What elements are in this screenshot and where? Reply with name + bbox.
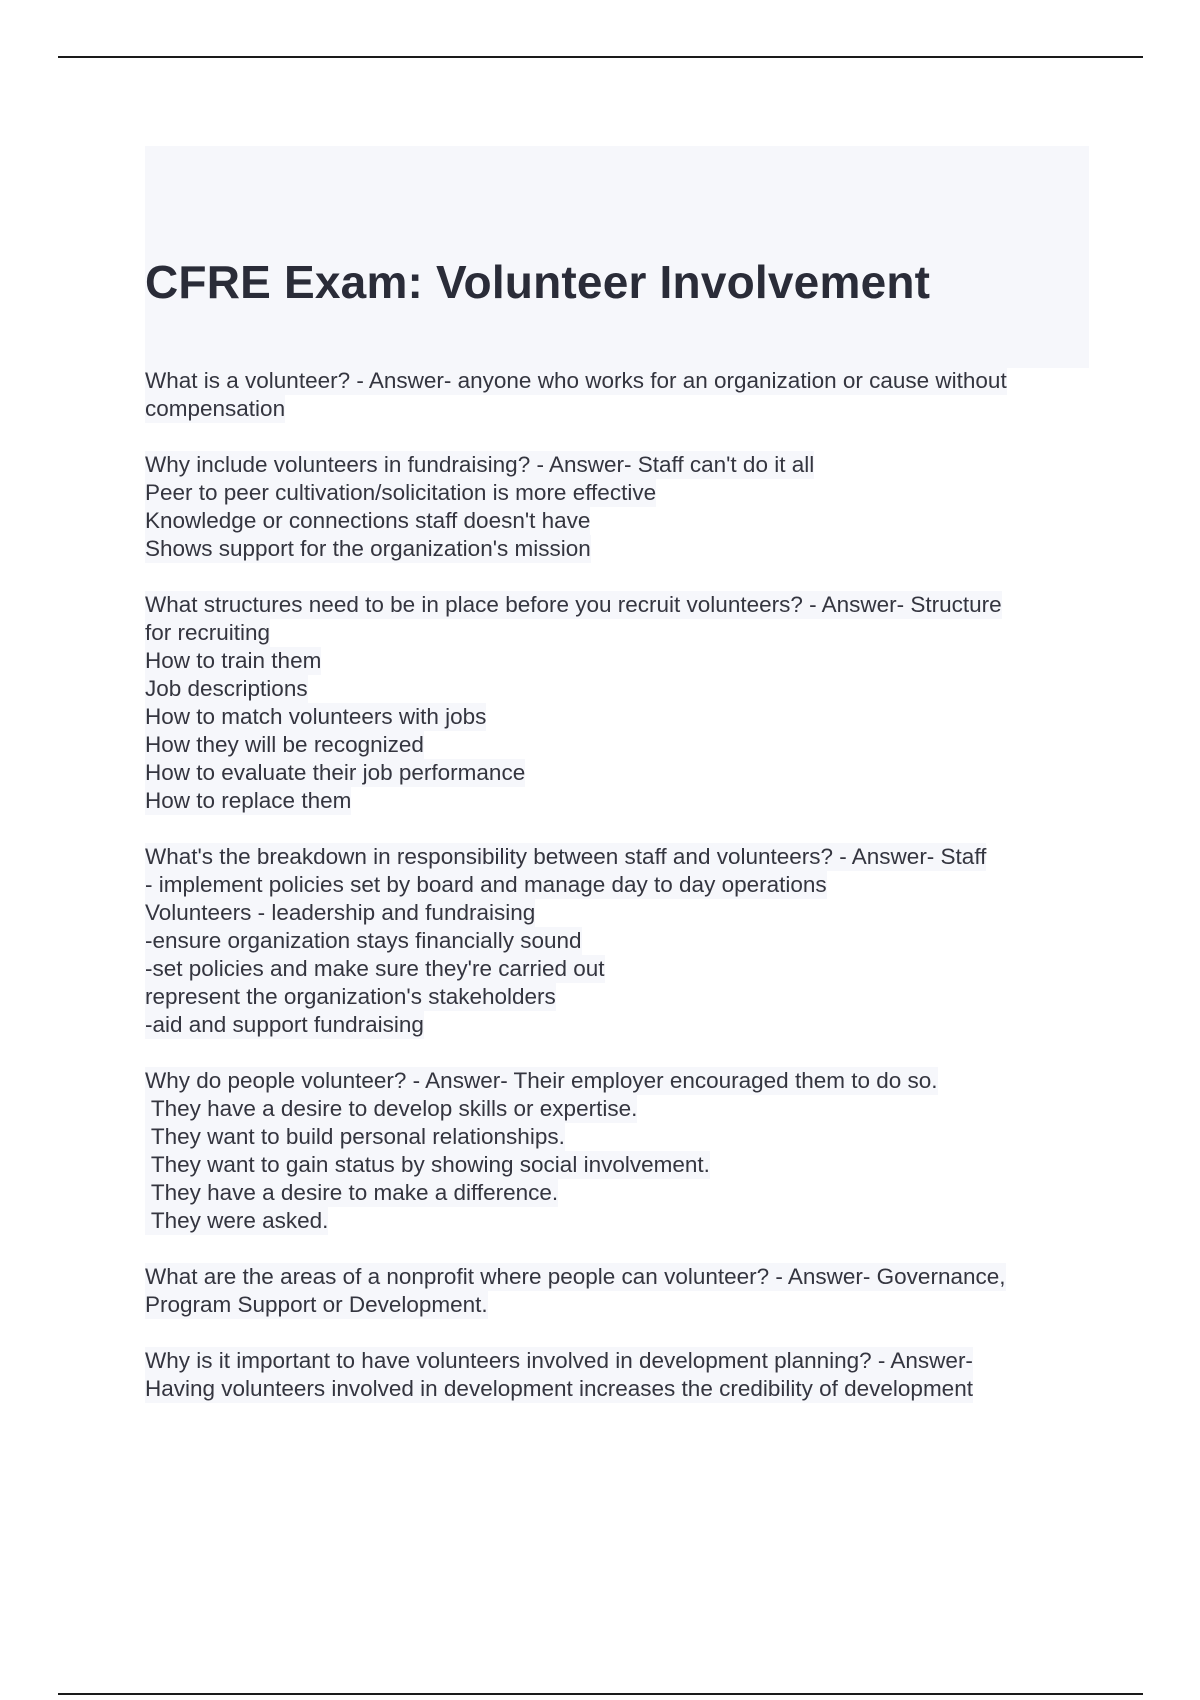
qa-line: Shows support for the organization's mission xyxy=(145,536,591,561)
qa-line: Why is it important to have volunteers involved in development planning? - Answer- xyxy=(145,1348,973,1373)
qa-line: What are the areas of a nonprofit where people can volunteer? - Answer- Governance, xyxy=(145,1264,1006,1289)
qa-line: What structures need to be in place before you recruit volunteers? - Answer- Structure xyxy=(145,592,1002,617)
qa-item xyxy=(145,367,1075,423)
qa-line: How to match volunteers with jobs xyxy=(145,704,487,729)
qa-item xyxy=(145,1347,1075,1403)
qa-line: How to replace them xyxy=(145,788,352,813)
qa-item xyxy=(145,591,1075,815)
qa-line: -ensure organization stays financially sound xyxy=(145,928,582,953)
qa-line: - implement policies set by board and manage day to day operations xyxy=(145,872,827,897)
qa-item xyxy=(145,1067,1075,1235)
bottom-rule xyxy=(58,1693,1143,1695)
qa-item xyxy=(145,843,1075,1039)
qa-line: Job descriptions xyxy=(145,676,308,701)
page-title: CFRE Exam: Volunteer Involvement xyxy=(145,256,931,308)
top-rule xyxy=(58,56,1143,58)
qa-line: How to train them xyxy=(145,648,322,673)
qa-item xyxy=(145,451,1075,563)
qa-line: Why do people volunteer? - Answer- Their employer encouraged them to do so. xyxy=(145,1068,938,1093)
qa-line: They have a desire to develop skills or expertise. xyxy=(145,1096,638,1121)
qa-line: -aid and support fundraising xyxy=(145,1012,424,1037)
qa-line: Why include volunteers in fundraising? - Answer- Staff can't do it all xyxy=(145,452,815,477)
qa-item xyxy=(145,1263,1075,1319)
qa-line: compensation xyxy=(145,396,286,421)
qa-line: How they will be recognized xyxy=(145,732,424,757)
qa-line: What's the breakdown in responsibility between staff and volunteers? - Answer- Staff xyxy=(145,844,987,869)
qa-line: They want to gain status by showing social involvement. xyxy=(145,1152,710,1177)
qa-line: Volunteers - leadership and fundraising xyxy=(145,900,536,925)
qa-line: for recruiting xyxy=(145,620,271,645)
qa-line: They want to build personal relationships. xyxy=(145,1124,565,1149)
qa-line: They have a desire to make a difference. xyxy=(145,1180,559,1205)
qa-line: Knowledge or connections staff doesn't have xyxy=(145,508,591,533)
qa-line: represent the organization's stakeholders xyxy=(145,984,556,1009)
qa-line: Having volunteers involved in development increases the credibility of development xyxy=(145,1376,973,1401)
qa-line: How to evaluate their job performance xyxy=(145,760,526,785)
qa-line: What is a volunteer? - Answer- anyone who works for an organization or cause without xyxy=(145,368,1007,393)
qa-line: Peer to peer cultivation/solicitation is more effective xyxy=(145,480,657,505)
qa-line: Program Support or Development. xyxy=(145,1292,488,1317)
qa-line: They were asked. xyxy=(145,1208,329,1233)
qa-line: -set policies and make sure they're carried out xyxy=(145,956,605,981)
qa-list xyxy=(145,367,1075,1431)
